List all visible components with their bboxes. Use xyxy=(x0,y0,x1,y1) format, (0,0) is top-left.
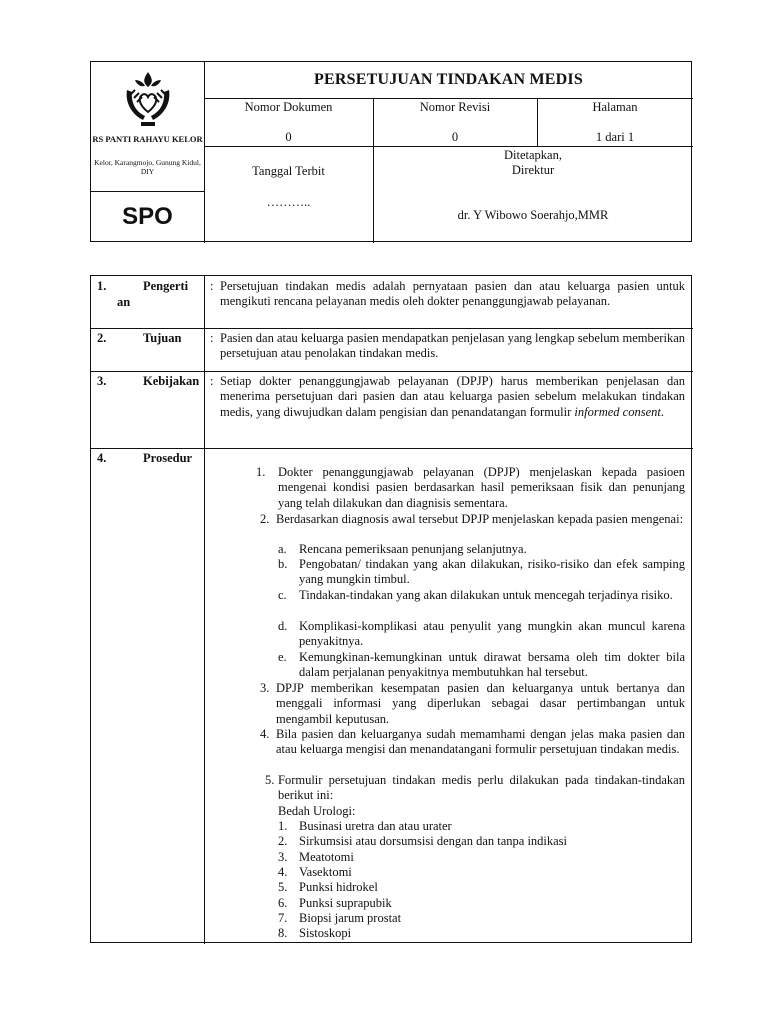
section-label-kebijakan: Kebijakan xyxy=(143,374,200,388)
sub-item-letter: d. xyxy=(278,619,288,633)
hospital-logo-cell xyxy=(91,62,204,191)
urology-item: Punksi hidrokel xyxy=(299,880,378,894)
section-number: 1. xyxy=(97,279,107,293)
kebijakan-text-italic: informed consent xyxy=(574,404,661,419)
kebijakan-text xyxy=(220,374,685,420)
approved-label: Ditetapkan, xyxy=(504,148,562,162)
section-label-pengertian: Pengerti xyxy=(143,279,189,293)
divider xyxy=(91,328,693,329)
procedure-step-4: Bila pasien dan keluarganya sudah memamhami dengan jelas maka pasien dan atau keluarga mengisi dan menandatangani formulir persetujuan tindakan medis. xyxy=(276,727,685,757)
urology-item: Sirkumsisi atau dorsumsisi dengan dan tanpa indikasi xyxy=(299,834,568,848)
urology-heading: Bedah Urologi: xyxy=(278,804,356,818)
divider xyxy=(204,276,205,944)
section-label-tujuan: Tujuan xyxy=(143,331,182,345)
hospital-address: Kelor, Karangmojo, Gunung Kidul, DIY xyxy=(94,158,201,176)
sub-item-text: Kemungkinan-kemungkinan untuk dirawat bersama oleh tim dokter bila dalam perjalanan penyakitnya membutuhkan hal tersebut. xyxy=(299,650,685,680)
list-number: 4. xyxy=(278,865,288,879)
step-number: 1. xyxy=(256,465,266,479)
urology-item: Businasi uretra dan atau urater xyxy=(299,819,452,833)
list-number: 1. xyxy=(278,819,288,833)
urology-item: Punksi suprapubik xyxy=(299,896,392,910)
step-number: 2. xyxy=(260,512,270,526)
list-number: 8. xyxy=(278,926,288,940)
hospital-logo-icon xyxy=(121,70,175,130)
list-number: 5. xyxy=(278,880,288,894)
colon: : xyxy=(210,374,214,388)
spo-header-table xyxy=(90,61,692,242)
divider xyxy=(204,98,693,99)
urology-item: Sistoskopi xyxy=(299,926,352,940)
sub-item-letter: b. xyxy=(278,557,288,571)
revision-label: Nomor Revisi xyxy=(419,100,491,114)
sub-item-letter: a. xyxy=(278,542,287,556)
pengertian-text: Persetujuan tindakan medis adalah pernyataan pasien dan atau keluarga pasien untuk mengikuti rencana pelayanan medis oleh dokter penanggungjawab pelayanan. xyxy=(220,279,685,309)
issue-date-label: Tanggal Terbit xyxy=(252,164,325,178)
spo-content-table xyxy=(90,275,692,943)
section-label-prosedur: Prosedur xyxy=(143,451,193,465)
director-name: dr. Y Wibowo Soerahjo,MMR xyxy=(457,208,609,222)
hospital-name: RS PANTI RAHAYU KELOR xyxy=(92,134,203,144)
step-number: 3. xyxy=(260,681,270,695)
issue-date-value: ……….. xyxy=(266,195,311,209)
step-number: 4. xyxy=(260,727,270,741)
procedure-step-5: Formulir persetujuan tindakan medis perlu dilakukan pada tindakan-tindakan berikut ini: xyxy=(278,773,685,803)
urology-item: Vasektomi xyxy=(299,865,352,879)
doc-number-value: 0 xyxy=(285,130,292,144)
approver-title: Direktur xyxy=(511,163,555,177)
page-label: Halaman xyxy=(592,100,638,114)
procedure-step-3: DPJP memberikan kesempatan pasien dan keluarganya untuk bertanya dan menggali informasi yang diperlukan sebagai dasar pertimbangan untuk mengambil keputusan. xyxy=(276,681,685,726)
section-label-pengertian-cont: an xyxy=(117,295,131,309)
urology-item: Biopsi jarum prostat xyxy=(299,911,402,925)
urology-item: Meatotomi xyxy=(299,850,354,864)
doc-number-label: Nomor Dokumen xyxy=(244,100,333,114)
divider xyxy=(204,146,693,147)
page-value: 1 dari 1 xyxy=(595,130,635,144)
kebijakan-text-main: Setiap dokter penanggungjawab pelayanan (DPJP) harus memberikan penjelasan dan menerima persetujuan dari pasien dan atau keluarga pasien sebelum melakukan tindakan medis, yang diwujudkan dalam pengisian dan penandatangan formulir xyxy=(220,374,685,419)
revision-value: 0 xyxy=(451,130,459,144)
colon: : xyxy=(210,331,214,345)
sub-item-letter: c. xyxy=(278,588,287,602)
section-number: 4. xyxy=(97,451,107,465)
divider xyxy=(91,371,693,372)
sub-item-text: Rencana pemeriksaan penunjang selanjutnya. xyxy=(299,542,527,556)
colon: : xyxy=(210,279,214,293)
tujuan-text: Pasien dan atau keluarga pasien mendapatkan penjelasan yang lengkap sebelum memberikan persetujuan atau penolakan tindakan medis. xyxy=(220,331,685,361)
sub-item-letter: e. xyxy=(278,650,287,664)
list-number: 6. xyxy=(278,896,288,910)
kebijakan-text-end: . xyxy=(660,404,664,419)
divider xyxy=(91,448,693,449)
document-title: PERSETUJUAN TINDAKAN MEDIS xyxy=(314,71,583,88)
list-number: 7. xyxy=(278,911,288,925)
list-number: 3. xyxy=(278,850,288,864)
procedure-step-1: Dokter penanggungjawab pelayanan (DPJP) menjelaskan kepada pasioen mengenai kondisi pasien berdasarkan hasil pemeriksaan fisik dan penunjang yang telah dilakukan dan diagnisis sementara. xyxy=(278,465,685,510)
sub-item-text: Tindakan-tindakan yang akan dilakukan untuk mencegah terjadinya risiko. xyxy=(299,588,673,602)
section-number: 3. xyxy=(97,374,107,388)
step-number: 5. xyxy=(265,773,275,787)
list-number: 2. xyxy=(278,834,288,848)
sub-item-text: Pengobatan/ tindakan yang akan dilakukan, risiko-risiko dan efek samping yang mungkin timbul. xyxy=(299,557,685,587)
procedure-step-2: Berdasarkan diagnosis awal tersebut DPJP menjelaskan kepada pasien mengenai: xyxy=(276,512,684,526)
sub-item-text: Komplikasi-komplikasi atau penyulit yang mungkin akan muncul karena penyakitnya. xyxy=(299,619,685,649)
section-number: 2. xyxy=(97,331,107,345)
spo-label: SPO xyxy=(122,203,173,230)
